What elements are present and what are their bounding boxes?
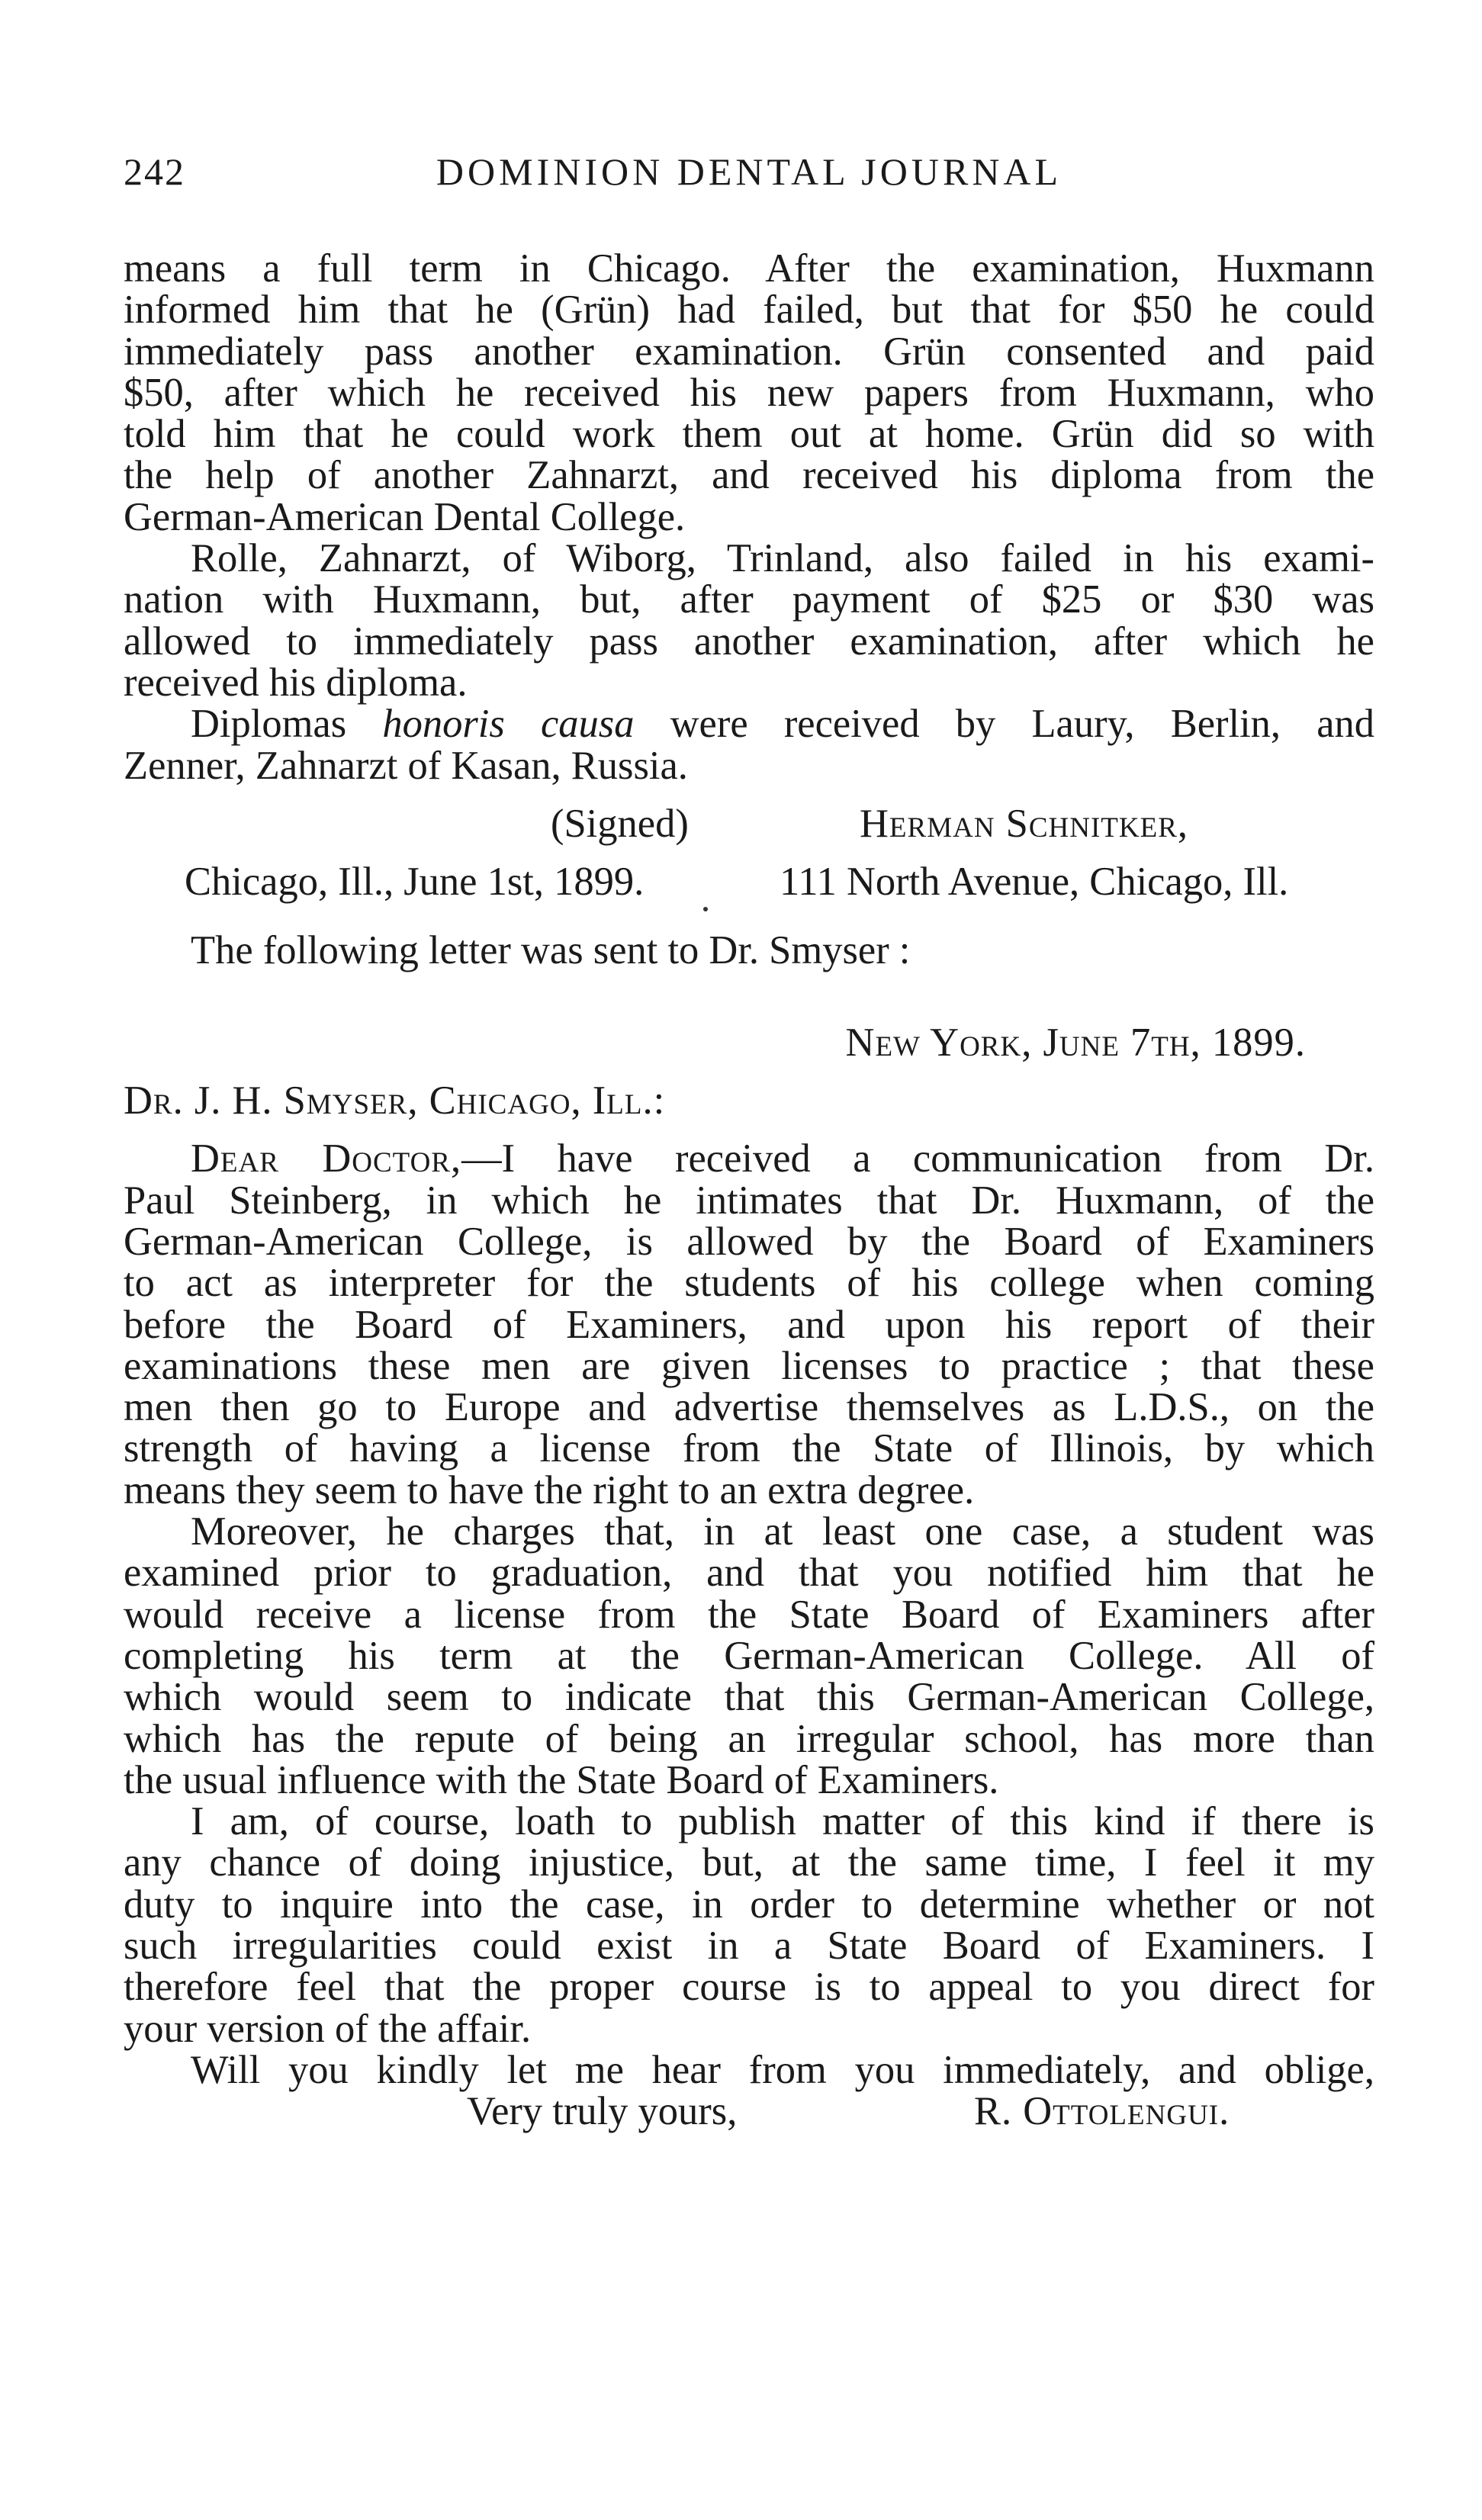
signature-row xyxy=(124,803,1374,844)
journal-title: DOMINION DENTAL JOURNAL xyxy=(436,150,1062,193)
text-line: which would seem to indicate that this German-American College, xyxy=(124,1675,1374,1720)
text-line: told him that he could work them out at home. Grün did so with xyxy=(124,412,1374,457)
body-text xyxy=(124,248,1374,2132)
text-line: before the Board of Examiners, and upon his report of their xyxy=(124,1302,1374,1347)
text-line: completing his term at the German-American College. All of xyxy=(124,1633,1374,1678)
text-line: strength of having a license from the State of Illinois, by which xyxy=(124,1426,1374,1471)
text-line: Moreover, he charges that, in at least one case, a student was xyxy=(191,1509,1374,1554)
letter-dateline: New York, June 7th, 1899. xyxy=(845,1020,1306,1065)
signed-label: (Signed) xyxy=(551,801,689,846)
paragraph-honoris-causa xyxy=(124,703,1374,786)
text-line: your version of the affair. xyxy=(124,2006,532,2051)
signature-row xyxy=(124,860,1374,905)
text-line: the usual influence with the State Board of Examiners. xyxy=(124,1757,999,1802)
text-line: such irregularities could exist in a State Board of Examiners. I xyxy=(124,1923,1374,1968)
spacer xyxy=(124,1063,1374,1080)
letter-paragraph-4: Will you kindly let me hear from you immediately, and oblige, xyxy=(191,2047,1374,2092)
letter-paragraph-1 xyxy=(124,1138,1374,1511)
paragraph-grun-case xyxy=(124,248,1374,538)
text-line: Paul Steinberg, in which he intimates that Dr. Huxmann, of the xyxy=(124,1178,1374,1223)
text-line: immediately pass another examination. Grün consented and paid xyxy=(124,329,1374,374)
spacer xyxy=(124,786,1374,803)
text-line: received his diploma. xyxy=(124,660,468,705)
text-line xyxy=(124,1138,1374,1179)
text-run: Diplomas xyxy=(191,702,347,747)
page-number: 242 xyxy=(124,150,185,193)
text-line: German-American Dental College. xyxy=(124,494,686,539)
text-line: German-American College, is allowed by the Board of Examiners xyxy=(124,1219,1374,1264)
paragraph-rolle-case xyxy=(124,538,1374,703)
text-line: which has the repute of being an irregular school, has more than xyxy=(124,1716,1374,1761)
letter-signer: R. Ottolengui. xyxy=(974,2089,1230,2134)
text-line: to act as interpreter for the students of his college when coming xyxy=(124,1261,1374,1306)
text-line: means they seem to have the right to an extra degree. xyxy=(124,1467,975,1512)
signature-block xyxy=(124,803,1374,903)
dot-mark xyxy=(703,907,708,911)
text-line: nation with Huxmann, but, after payment of $25 or $30 was xyxy=(124,577,1374,622)
printer-mark xyxy=(124,902,1374,930)
spacer xyxy=(124,844,1374,861)
text-line: means a full term in Chicago. After the examination, Huxmann xyxy=(124,246,1374,291)
letter-paragraph-3 xyxy=(124,1801,1374,2049)
text-line: informed him that he (Grün) had failed, but that for $50 he could xyxy=(124,288,1374,333)
letter-closing: Very truly yours, xyxy=(467,2089,738,2134)
salutation: Dear Doctor, xyxy=(191,1136,462,1181)
text-line xyxy=(124,702,1375,747)
text-line: the help of another Zahnarzt, and received his diploma from the xyxy=(124,453,1374,498)
text-line: $50, after which he received his new papers from Huxmann, who xyxy=(124,370,1374,415)
letter-addressee: Dr. J. H. Smyser, Chicago, Ill.: xyxy=(124,1078,666,1123)
italic-phrase: honoris causa xyxy=(382,702,635,747)
text-line: examinations these men are given licenses to practice ; that these xyxy=(124,1343,1374,1388)
text-line: therefore feel that the proper course is to appeal to you direct for xyxy=(124,1965,1374,2010)
text-line: men then go to Europe and advertise themselves as L.D.S., on the xyxy=(124,1385,1374,1430)
spacer xyxy=(124,972,1374,1022)
text-line: I am, of course, loath to publish matter of this kind if there is xyxy=(191,1799,1374,1844)
place-date: Chicago, Ill., June 1st, 1899. xyxy=(185,860,645,905)
text-run: —I have received a communication from Dr. xyxy=(461,1136,1375,1181)
signer-name: Herman Schnitker, xyxy=(860,801,1189,846)
letter xyxy=(124,1022,1374,2133)
letter-closing-row xyxy=(124,2091,1374,2132)
text-line: Zenner, Zahnarzt of Kasan, Russia. xyxy=(124,743,688,788)
text-line: duty to inquire into the case, in order to determine whether or not xyxy=(124,1882,1374,1927)
running-head xyxy=(124,149,1374,203)
text-run: were received by Laury, Berlin, and xyxy=(670,702,1375,747)
text-line: any chance of doing injustice, but, at the same time, I feel it my xyxy=(124,1840,1374,1885)
text-line: examined prior to graduation, and that you notified him that he xyxy=(124,1551,1374,1596)
text-line: would receive a license from the State Board of Examiners after xyxy=(124,1592,1374,1637)
text-line: allowed to immediately pass another examination, after which he xyxy=(124,619,1374,664)
signer-address: 111 North Avenue, Chicago, Ill. xyxy=(780,860,1289,905)
spacer xyxy=(124,1121,1374,1138)
letter-paragraph-2 xyxy=(124,1511,1374,1801)
text-line: Rolle, Zahnarzt, of Wiborg, Trinland, also failed in his exami- xyxy=(191,536,1374,581)
intro-line: The following letter was sent to Dr. Smyser : xyxy=(191,928,911,973)
